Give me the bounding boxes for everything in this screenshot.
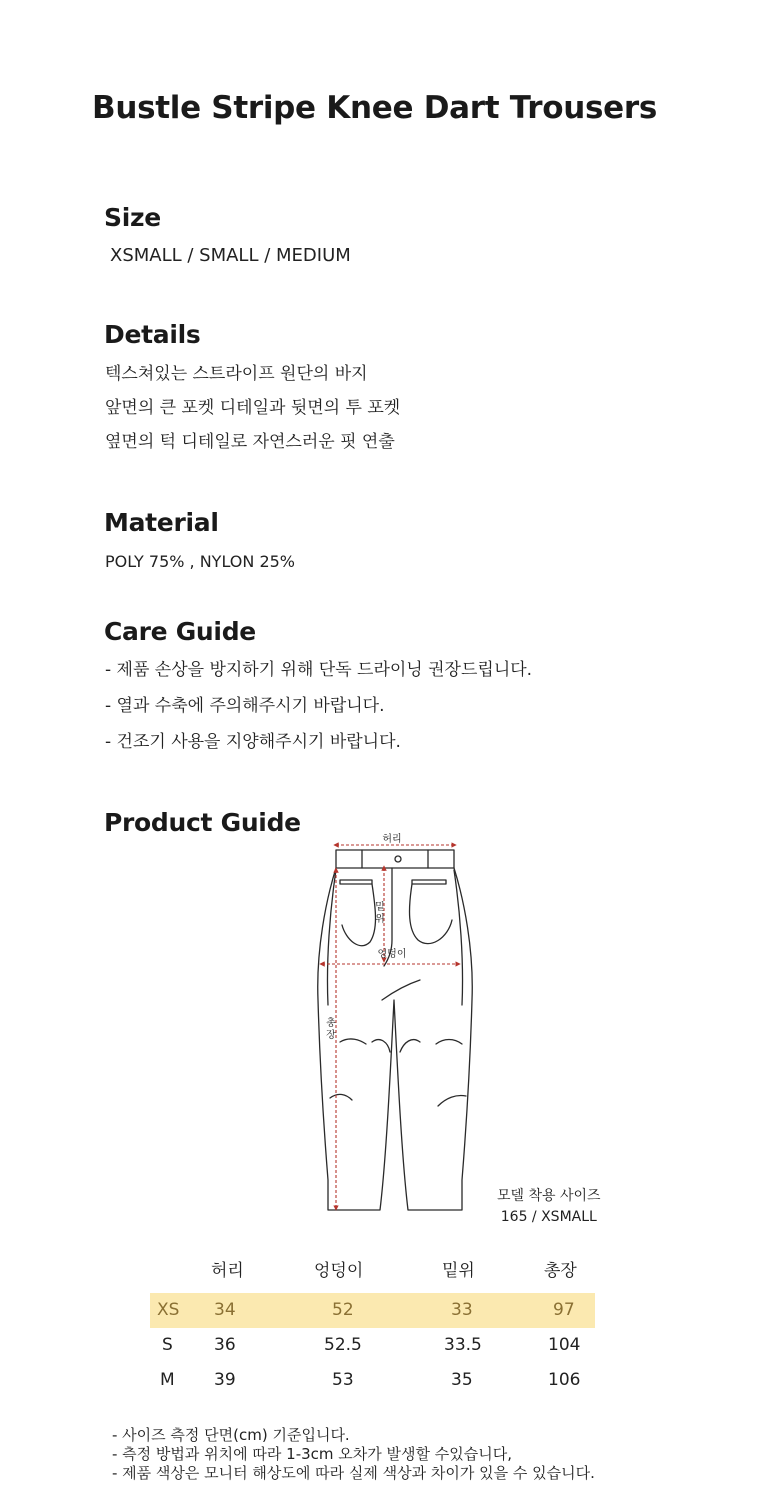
rise-cell: 35 bbox=[451, 1370, 473, 1390]
table-row bbox=[150, 1363, 595, 1398]
care-line: - 제품 손상을 방지하기 위해 단독 드라이닝 권장드립니다. bbox=[105, 660, 533, 680]
note-line: - 측정 방법과 위치에 따라 1-3cm 오차가 발생할 수있습니다, bbox=[112, 1445, 512, 1463]
details-line: 옆면의 턱 디테일로 자연스러운 핏 연출 bbox=[105, 432, 395, 452]
size-cell: XS bbox=[157, 1300, 180, 1320]
size-options: XSMALL / SMALL / MEDIUM bbox=[110, 245, 351, 266]
length-cell: 104 bbox=[548, 1335, 581, 1355]
table-row bbox=[150, 1293, 595, 1328]
table-header-row bbox=[150, 1254, 595, 1289]
measurement-notes bbox=[112, 1426, 595, 1483]
table-row bbox=[150, 1328, 595, 1363]
trousers-outline bbox=[318, 850, 473, 1210]
size-heading: Size bbox=[104, 203, 161, 232]
length-label-2: 장 bbox=[326, 1030, 336, 1041]
measurement-lines bbox=[322, 845, 458, 1208]
waist-label: 허리 bbox=[382, 834, 402, 845]
details-line: 텍스쳐있는 스트라이프 원단의 바지 bbox=[105, 364, 368, 384]
details-line: 앞면의 큰 포켓 디테일과 뒷면의 투 포켓 bbox=[105, 398, 401, 418]
waist-cell: 36 bbox=[214, 1335, 236, 1355]
model-size-info bbox=[497, 1186, 601, 1228]
header-waist: 허리 bbox=[211, 1261, 244, 1281]
hip-cell: 53 bbox=[332, 1370, 354, 1390]
size-cell: S bbox=[162, 1335, 173, 1355]
header-rise: 밑위 bbox=[442, 1261, 475, 1281]
product-title: Bustle Stripe Knee Dart Trousers bbox=[92, 90, 657, 126]
header-length: 총장 bbox=[544, 1261, 577, 1281]
length-cell: 106 bbox=[548, 1370, 581, 1390]
material-value: POLY 75% , NYLON 25% bbox=[105, 552, 296, 571]
size-table bbox=[150, 1254, 595, 1398]
model-size-label: 모델 착용 사이즈 bbox=[497, 1188, 601, 1204]
hip-cell: 52 bbox=[332, 1300, 354, 1320]
waist-cell: 34 bbox=[214, 1300, 236, 1320]
length-cell: 97 bbox=[553, 1300, 575, 1320]
care-line: - 건조기 사용을 지양해주시기 바랍니다. bbox=[105, 732, 401, 752]
note-line: - 사이즈 측정 단면(cm) 기준입니다. bbox=[112, 1426, 350, 1444]
product-guide-heading: Product Guide bbox=[104, 808, 301, 837]
rise-label-1: 밑 bbox=[375, 902, 385, 913]
model-size-value: 165 / XSMALL bbox=[500, 1209, 597, 1225]
rise-label-2: 위 bbox=[375, 914, 385, 925]
material-heading: Material bbox=[104, 508, 219, 537]
care-guide-heading: Care Guide bbox=[104, 617, 256, 646]
care-guide-list bbox=[105, 652, 532, 760]
header-hip: 엉덩이 bbox=[314, 1261, 364, 1281]
details-heading: Details bbox=[104, 320, 201, 349]
hip-label: 엉덩이 bbox=[377, 949, 407, 960]
size-cell: M bbox=[160, 1370, 175, 1390]
rise-cell: 33 bbox=[451, 1300, 473, 1320]
details-list bbox=[105, 357, 400, 459]
care-line: - 열과 수축에 주의해주시기 바랍니다. bbox=[105, 696, 385, 716]
note-line: - 제품 색상은 모니터 해상도에 따라 실제 색상과 차이가 있을 수 있습니다. bbox=[112, 1464, 595, 1482]
waist-cell: 39 bbox=[214, 1370, 236, 1390]
hip-cell: 52.5 bbox=[324, 1335, 362, 1355]
trousers-diagram bbox=[300, 830, 490, 1230]
rise-cell: 33.5 bbox=[444, 1335, 482, 1355]
length-label-1: 총 bbox=[326, 1018, 336, 1029]
